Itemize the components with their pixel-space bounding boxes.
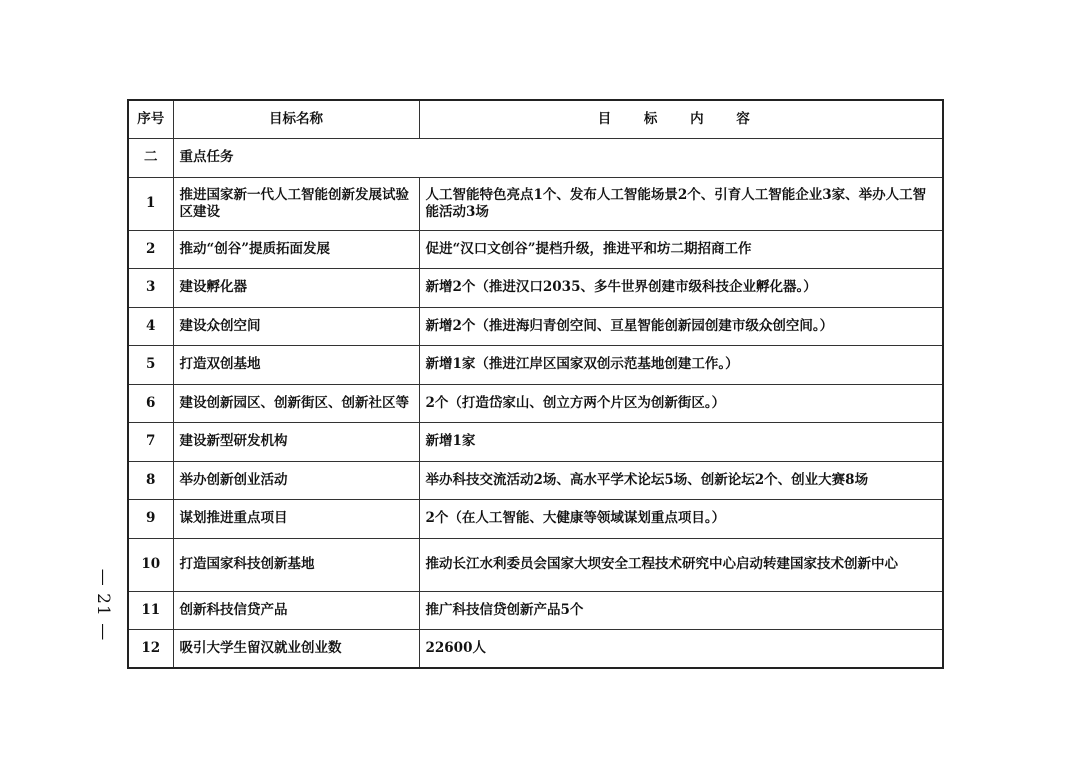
row-name: 创新科技信贷产品 [173, 591, 419, 630]
table-row [128, 500, 943, 539]
row-seq: 12 [128, 630, 173, 669]
table-row [128, 538, 943, 591]
page-number-text: — 21 — [93, 568, 114, 642]
row-content: 2个（打造岱家山、创立方两个片区为创新街区。） [419, 384, 943, 423]
row-content: 推动长江水利委员会国家大坝安全工程技术研究中心启动转建国家技术创新中心 [419, 538, 943, 591]
table-row [128, 307, 943, 346]
row-seq: 4 [128, 307, 173, 346]
table-row [128, 630, 943, 669]
table-row [128, 230, 943, 269]
section-row [128, 139, 943, 178]
row-content: 促进“汉口文创谷”提档升级，推进平和坊二期招商工作 [419, 230, 943, 269]
targets-table [127, 99, 944, 669]
row-content: 人工智能特色亮点1个、发布人工智能场景2个、引育人工智能企业3家、举办人工智能活动3场 [419, 177, 943, 230]
row-content: 推广科技信贷创新产品5个 [419, 591, 943, 630]
section-seq: 二 [128, 139, 173, 178]
row-name: 谋划推进重点项目 [173, 500, 419, 539]
row-name: 举办创新创业活动 [173, 461, 419, 500]
row-name: 建设孵化器 [173, 269, 419, 308]
row-name: 打造双创基地 [173, 346, 419, 385]
table-row [128, 384, 943, 423]
table-row [128, 346, 943, 385]
table-row [128, 591, 943, 630]
row-seq: 10 [128, 538, 173, 591]
page-number [88, 565, 118, 645]
table-row [128, 177, 943, 230]
row-content: 举办科技交流活动2场、高水平学术论坛5场、创新论坛2个、创业大赛8场 [419, 461, 943, 500]
row-name: 推进国家新一代人工智能创新发展试验区建设 [173, 177, 419, 230]
row-seq: 7 [128, 423, 173, 462]
row-seq: 9 [128, 500, 173, 539]
row-seq: 8 [128, 461, 173, 500]
row-content: 22600人 [419, 630, 943, 669]
row-content: 新增2个（推进海归青创空间、亘星智能创新园创建市级众创空间。） [419, 307, 943, 346]
table-row [128, 269, 943, 308]
row-name: 建设创新园区、创新街区、创新社区等 [173, 384, 419, 423]
row-content: 2个（在人工智能、大健康等领域谋划重点项目。） [419, 500, 943, 539]
header-content: 目 标 内 容 [419, 100, 943, 139]
row-name: 吸引大学生留汉就业创业数 [173, 630, 419, 669]
section-title: 重点任务 [173, 139, 943, 178]
row-content: 新增1家 [419, 423, 943, 462]
row-name: 打造国家科技创新基地 [173, 538, 419, 591]
row-seq: 2 [128, 230, 173, 269]
row-seq: 1 [128, 177, 173, 230]
row-name: 建设众创空间 [173, 307, 419, 346]
table-row [128, 423, 943, 462]
row-seq: 5 [128, 346, 173, 385]
header-name: 目标名称 [173, 100, 419, 139]
header-seq: 序号 [128, 100, 173, 139]
row-name: 建设新型研发机构 [173, 423, 419, 462]
table-header-row [128, 100, 943, 139]
table-row [128, 461, 943, 500]
row-seq: 3 [128, 269, 173, 308]
row-name: 推动“创谷”提质拓面发展 [173, 230, 419, 269]
row-content: 新增1家（推进江岸区国家双创示范基地创建工作。） [419, 346, 943, 385]
row-seq: 11 [128, 591, 173, 630]
row-seq: 6 [128, 384, 173, 423]
row-content: 新增2个（推进汉口2035、多牛世界创建市级科技企业孵化器。） [419, 269, 943, 308]
